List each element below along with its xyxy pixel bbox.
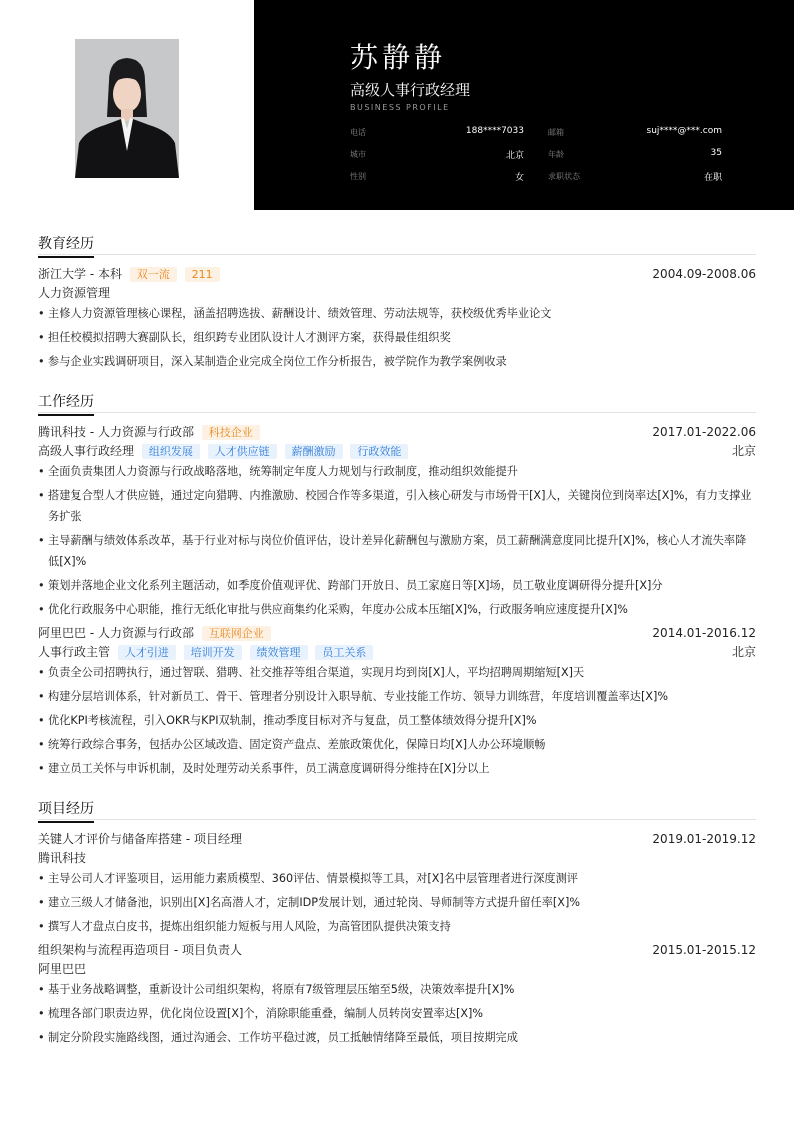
job-role: 人事行政主管 bbox=[38, 645, 111, 659]
header-info-panel bbox=[254, 0, 794, 210]
education-entry bbox=[38, 265, 756, 372]
skill-tag: 人才供应链 bbox=[208, 444, 277, 459]
profile-photo bbox=[75, 39, 179, 178]
bullet-list bbox=[38, 979, 756, 1048]
bullet-item: • 基于业务战略调整，重新设计公司组织架构，将原有7级管理层压缩至5级，决策效率提升[X]% bbox=[38, 979, 756, 1000]
resume-header bbox=[0, 0, 794, 210]
bullet-list bbox=[38, 868, 756, 937]
candidate-title: 高级人事行政经理 bbox=[350, 81, 471, 99]
info-value: 北京 bbox=[505, 151, 524, 161]
major: 人力资源管理 bbox=[38, 286, 111, 300]
photo-panel bbox=[0, 0, 254, 210]
bullet-item: • 担任校模拟招聘大赛副队长，组织跨专业团队设计人才测评方案，获得最佳组织奖 bbox=[38, 327, 756, 348]
info-gender bbox=[350, 170, 524, 182]
job-role: 高级人事行政经理 bbox=[38, 444, 135, 458]
entry-date: 2014.01-2016.12 bbox=[652, 626, 756, 640]
info-row bbox=[350, 126, 722, 148]
bullet-item: • 全面负责集团人力资源与行政战略落地，统筹制定年度人力规划与行政制度，推动组织效能提升 bbox=[38, 461, 756, 482]
info-value: 188****7033 bbox=[465, 126, 524, 136]
bullet-item: • 参与企业实践调研项目，深入某制造企业完成全岗位工作分析报告，被学院作为教学案例收录 bbox=[38, 351, 756, 372]
bullet-item: • 主导公司人才评鉴项目，运用能力素质模型、360评估、情景模拟等工具，对[X]名中层管理者进行深度测评 bbox=[38, 868, 756, 889]
bullet-list bbox=[38, 662, 756, 779]
skill-tag: 绩效管理 bbox=[250, 645, 308, 660]
section-header bbox=[38, 797, 756, 820]
info-label: 电话 bbox=[350, 128, 366, 137]
company-tag: 互联网企业 bbox=[202, 626, 271, 641]
project-name: 组织架构与流程再造项目 - 项目负责人 bbox=[38, 943, 242, 957]
company-tag: 科技企业 bbox=[202, 425, 260, 440]
entry-date: 2015.01-2015.12 bbox=[652, 943, 756, 957]
project-org: 阿里巴巴 bbox=[38, 962, 87, 976]
entry-subheader bbox=[38, 284, 756, 303]
bullet-item: • 建立员工关怀与申诉机制，及时处理劳动关系事件，员工满意度调研得分维持在[X]分以上 bbox=[38, 758, 756, 779]
info-age bbox=[548, 148, 722, 160]
company-name: 阿里巴巴 - 人力资源与行政部 bbox=[38, 626, 194, 640]
profile-subtitle: BUSINESS PROFILE bbox=[350, 103, 450, 112]
bullet-item: • 主修人力资源管理核心课程，涵盖招聘选拔、薪酬设计、绩效管理、劳动法规等，获校级优秀毕业论文 bbox=[38, 303, 756, 324]
bullet-list bbox=[38, 461, 756, 620]
bullet-item: • 撰写人才盘点白皮书，提炼出组织能力短板与用人风险，为高管团队提供决策支持 bbox=[38, 916, 756, 937]
contact-info-grid bbox=[350, 126, 722, 192]
bullet-item: • 梳理各部门职责边界，优化岗位设置[X]个，消除职能重叠，编制人员转岗安置率达[X]% bbox=[38, 1003, 756, 1024]
projects-section bbox=[38, 797, 756, 1048]
entry-subheader bbox=[38, 960, 756, 979]
info-value: 在职 bbox=[703, 173, 722, 183]
info-label: 邮箱 bbox=[548, 128, 564, 137]
bullet-item: • 制定分阶段实施路线图，通过沟通会、工作坊平稳过渡，员工抵触情绪降至最低，项目按期完成 bbox=[38, 1027, 756, 1048]
skill-tag: 薪酬激励 bbox=[285, 444, 343, 459]
skill-tag: 员工关系 bbox=[315, 645, 373, 660]
info-label: 年龄 bbox=[548, 150, 564, 159]
info-phone bbox=[350, 126, 524, 138]
info-city bbox=[350, 148, 524, 160]
section-title: 教育经历 bbox=[38, 233, 94, 258]
info-row bbox=[350, 148, 722, 170]
project-name: 关键人才评价与储备库搭建 - 项目经理 bbox=[38, 832, 242, 846]
resume-body bbox=[38, 232, 756, 1066]
job-city: 北京 bbox=[731, 444, 756, 458]
info-value: suj****@***.com bbox=[646, 126, 722, 136]
section-header bbox=[38, 232, 756, 255]
project-entry bbox=[38, 941, 756, 1048]
entry-subheader bbox=[38, 643, 756, 662]
company-name: 腾讯科技 - 人力资源与行政部 bbox=[38, 425, 194, 439]
work-entry bbox=[38, 624, 756, 779]
info-label: 城市 bbox=[350, 150, 366, 159]
bullet-item: • 优化行政服务中心职能，推行无纸化审批与供应商集约化采购，年度办公成本压缩[X]%，行政服务响应速度提升[X]% bbox=[38, 599, 756, 620]
entry-subheader bbox=[38, 849, 756, 868]
bullet-item: • 构建分层培训体系，针对新员工、骨干、管理者分别设计入职导航、专业技能工作坊、领导力训练营，年度培训覆盖率达[X]% bbox=[38, 686, 756, 707]
job-city: 北京 bbox=[731, 645, 756, 659]
school-name: 浙江大学 - 本科 bbox=[38, 267, 122, 281]
info-job-status bbox=[548, 170, 722, 182]
bullet-item: • 统筹行政综合事务，包括办公区域改造、固定资产盘点、差旅政策优化，保障日均[X]人办公环境顺畅 bbox=[38, 734, 756, 755]
entry-date: 2004.09-2008.06 bbox=[652, 267, 756, 281]
school-tag: 211 bbox=[185, 267, 220, 282]
bullet-item: • 主导薪酬与绩效体系改革，基于行业对标与岗位价值评估，设计差异化薪酬包与激励方案，员工薪酬满意度同比提升[X]%，核心人才流失率降低[X]% bbox=[38, 530, 756, 572]
skill-tag: 人才引进 bbox=[118, 645, 176, 660]
info-email bbox=[548, 126, 722, 138]
entry-subheader bbox=[38, 442, 756, 461]
section-title: 工作经历 bbox=[38, 391, 94, 416]
education-section bbox=[38, 232, 756, 372]
bullet-item: • 搭建复合型人才供应链，通过定向猎聘、内推激励、校园合作等多渠道，引入核心研发与市场骨干[X]人，关键岗位到岗率达[X]%，有力支撑业务扩张 bbox=[38, 485, 756, 527]
bullet-list bbox=[38, 303, 756, 372]
info-value: 35 bbox=[710, 148, 722, 158]
skill-tag: 行政效能 bbox=[350, 444, 408, 459]
skill-tag: 培训开发 bbox=[184, 645, 242, 660]
work-section bbox=[38, 390, 756, 779]
bullet-item: • 策划并落地企业文化系列主题活动，如季度价值观评优、跨部门开放日、员工家庭日等[X]场，员工敬业度调研得分提升[X]分 bbox=[38, 575, 756, 596]
section-header bbox=[38, 390, 756, 413]
bullet-item: • 建立三级人才储备池，识别出[X]名高潜人才，定制IDP发展计划，通过轮岗、导师制等方式提升留任率[X]% bbox=[38, 892, 756, 913]
work-entry bbox=[38, 423, 756, 620]
entry-header bbox=[38, 265, 756, 284]
info-label: 求职状态 bbox=[548, 172, 580, 181]
school-tag: 双一流 bbox=[130, 267, 177, 282]
entry-date: 2017.01-2022.06 bbox=[652, 425, 756, 439]
bullet-item: • 优化KPI考核流程，引入OKR与KPI双轨制，推动季度目标对齐与复盘，员工整体绩效得分提升[X]% bbox=[38, 710, 756, 731]
info-value: 女 bbox=[514, 173, 524, 183]
info-row bbox=[350, 170, 722, 192]
candidate-name: 苏静静 bbox=[350, 41, 447, 74]
entry-date: 2019.01-2019.12 bbox=[652, 832, 756, 846]
entry-header bbox=[38, 830, 756, 849]
project-org: 腾讯科技 bbox=[38, 851, 87, 865]
project-entry bbox=[38, 830, 756, 937]
entry-header bbox=[38, 423, 756, 442]
entry-header bbox=[38, 941, 756, 960]
info-label: 性别 bbox=[350, 172, 366, 181]
entry-header bbox=[38, 624, 756, 643]
skill-tag: 组织发展 bbox=[142, 444, 200, 459]
bullet-item: • 负责全公司招聘执行，通过智联、猎聘、社交推荐等组合渠道，实现月均到岗[X]人，平均招聘周期缩短[X]天 bbox=[38, 662, 756, 683]
section-title: 项目经历 bbox=[38, 798, 94, 823]
